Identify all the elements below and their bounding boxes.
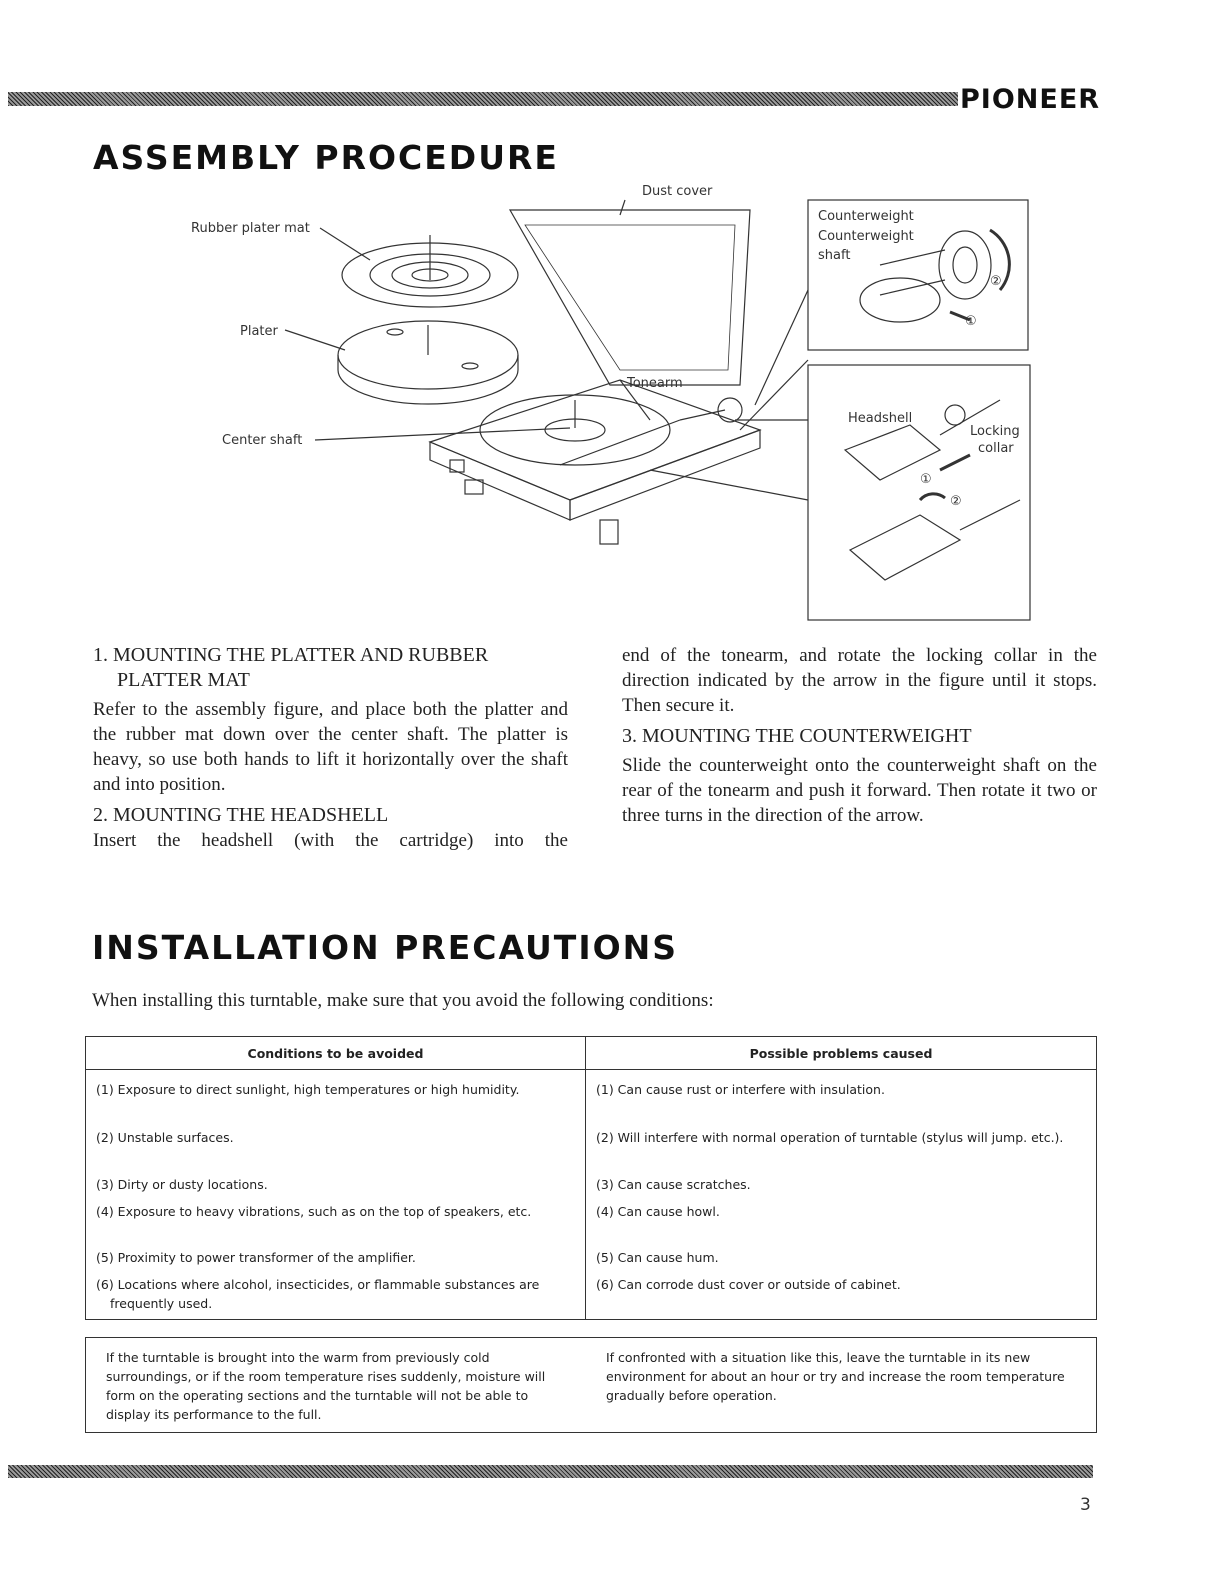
- assembly-right-column: [622, 643, 1097, 828]
- table-header-row: [86, 1037, 1097, 1070]
- condition-cell: (5) Proximity to power transformer of the amplifier.: [96, 1250, 416, 1265]
- problem-cell: (5) Can cause hum.: [596, 1250, 719, 1265]
- brand-logo: PIONEER: [960, 84, 1101, 115]
- condition-cell: (3) Dirty or dusty locations.: [96, 1177, 268, 1192]
- condensation-note: [85, 1337, 1097, 1433]
- header-rule: [8, 92, 958, 106]
- section-1-heading-line-2: PLATTER MAT: [117, 669, 250, 691]
- table-row: [86, 1175, 1097, 1202]
- section-2-heading: 2. MOUNTING THE HEADSHELL: [93, 804, 389, 826]
- problem-cell: (1) Can cause rust or interfere with insulation.: [596, 1082, 885, 1097]
- label-step-2-headshell: ②: [950, 494, 962, 509]
- label-counterweight-shaft-1: Counterweight: [818, 229, 914, 244]
- page-number: 3: [1080, 1495, 1091, 1515]
- table-row: [86, 1275, 1097, 1320]
- section-3-heading: 3. MOUNTING THE COUNTERWEIGHT: [622, 725, 972, 747]
- section-3-body: Slide the counterweight onto the counterweight shaft on the rear of the tonearm and push it forward. Then rotate it two or three turns in the direction of the arrow.: [622, 755, 1097, 826]
- label-step-2-counterweight: ②: [990, 274, 1002, 289]
- problem-cell: (6) Can corrode dust cover or outside of cabinet.: [596, 1277, 901, 1292]
- problem-cell: (2) Will interfere with normal operation of turntable (stylus will jump. etc.).: [596, 1130, 1064, 1145]
- section-1-body: Refer to the assembly figure, and place both the platter and the rubber mat down over the center shaft. The platter is heavy, so use both hands to lift it horizontally over the shaft and into position.: [93, 699, 568, 795]
- table-row: [86, 1070, 1097, 1129]
- problem-cell: (3) Can cause scratches.: [596, 1177, 751, 1192]
- footer-rule: [8, 1465, 1093, 1478]
- label-step-1-counterweight: ①: [965, 314, 977, 329]
- section-2-body-continued: end of the tonearm, and rotate the locking collar in the direction indicated by the arrow in the figure until it stops. Then secure it.: [622, 645, 1097, 716]
- note-left: If the turntable is brought into the warm from previously cold surroundings, or if the room temperature rises suddenly, moisture will form on the operating sections and the turntable will not be able to display its performance to the full.: [106, 1350, 546, 1422]
- section-2-body-start: Insert the headshell (with the cartridge) into the: [93, 830, 568, 851]
- dust-cover-shape: [510, 210, 750, 385]
- note-right: If confronted with a situation like this, leave the turntable in its new environment for about an hour or try and increase the room temperature gradually before operation.: [606, 1350, 1065, 1403]
- label-rubber-mat: Rubber plater mat: [191, 221, 310, 236]
- table-header-conditions: Conditions to be avoided: [86, 1037, 586, 1070]
- table-header-problems: Possible problems caused: [586, 1037, 1097, 1070]
- table-row: [86, 1202, 1097, 1248]
- turntable-illustration: [180, 180, 1040, 625]
- condition-cell: (1) Exposure to direct sunlight, high temperatures or high humidity.: [96, 1082, 520, 1097]
- label-locking-collar-1: Locking: [970, 424, 1020, 439]
- section-1-heading-line-1: 1. MOUNTING THE PLATTER AND RUBBER: [93, 644, 489, 666]
- assembly-title: ASSEMBLY PROCEDURE: [93, 138, 559, 177]
- label-step-1-headshell: ①: [920, 472, 932, 487]
- assembly-left-column: [93, 643, 568, 853]
- label-headshell: Headshell: [848, 411, 913, 426]
- label-center-shaft: Center shaft: [222, 433, 303, 448]
- label-counterweight: Counterweight: [818, 209, 914, 224]
- installation-intro: When installing this turntable, make sure that you avoid the following conditions:: [92, 990, 714, 1011]
- table-row: [86, 1128, 1097, 1175]
- conditions-table: [85, 1036, 1097, 1320]
- assembly-figure: [180, 180, 1040, 625]
- headshell-inset-frame: [808, 365, 1030, 620]
- condition-cell: (2) Unstable surfaces.: [96, 1130, 234, 1145]
- installation-title: INSTALLATION PRECAUTIONS: [92, 928, 679, 967]
- condition-cell: (6) Locations where alcohol, insecticides, or flammable substances are frequently used.: [96, 1277, 540, 1311]
- table-row: [86, 1248, 1097, 1275]
- label-plater: Plater: [240, 324, 278, 339]
- label-dust-cover: Dust cover: [642, 184, 713, 199]
- label-tonearm: Tonearm: [627, 376, 683, 391]
- label-counterweight-shaft-2: shaft: [818, 248, 851, 263]
- problem-cell: (4) Can cause howl.: [596, 1204, 720, 1219]
- condition-cell: (4) Exposure to heavy vibrations, such as on the top of speakers, etc.: [96, 1204, 532, 1219]
- label-locking-collar-2: collar: [978, 441, 1014, 456]
